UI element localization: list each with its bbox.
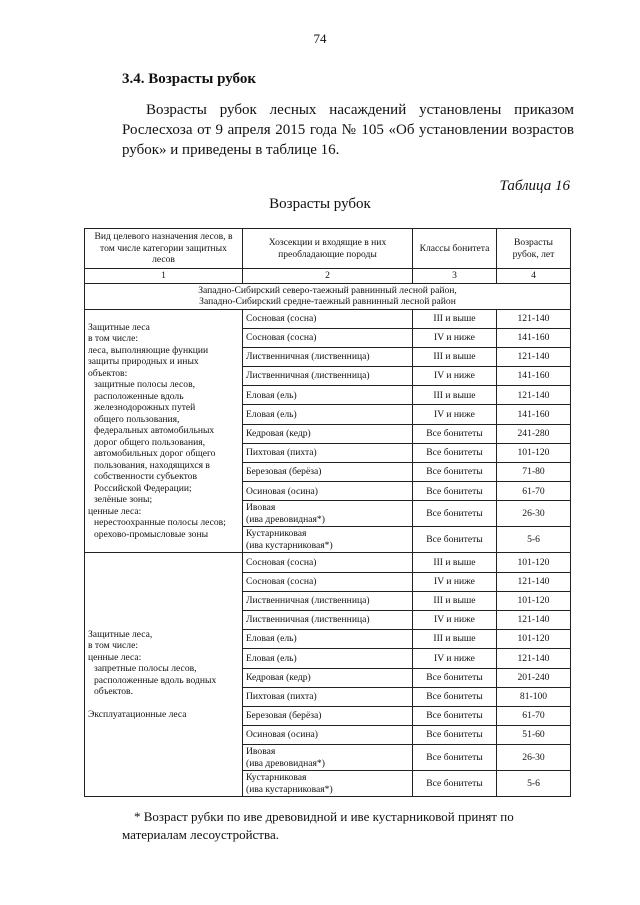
- desc-line: защитные полосы лесов,: [94, 379, 195, 391]
- desc-line: ценные леса:: [88, 505, 142, 517]
- species-cell: Лиственничная (лиственница): [243, 367, 413, 386]
- header-class: Классы бонитета: [413, 229, 497, 269]
- species-cell: [243, 501, 413, 527]
- age-cell: 121-140: [497, 347, 571, 366]
- desc-line: Защитные леса: [88, 321, 150, 333]
- species-line: (ива древовидная*): [246, 513, 325, 525]
- age-cell: 26-30: [497, 501, 571, 527]
- class-cell: III и выше: [413, 347, 497, 366]
- desc-line: пользования, находящихся в: [94, 459, 210, 471]
- desc-line: леса, выполняющие функции: [88, 344, 209, 356]
- desc-spacer: [88, 698, 239, 710]
- species-cell: Пихтовая (пихта): [243, 443, 413, 462]
- region-line: Западно-Сибирский северо-таежный равнинный лесной район,: [198, 284, 457, 296]
- species-cell: Сосновая (сосна): [243, 309, 413, 328]
- footnote: * Возраст рубки по иве древовидной и иве кустарниковой принят по материалам лесоустройства.: [122, 809, 514, 842]
- species-cell: [243, 527, 413, 553]
- species-cell: Кедровая (кедр): [243, 424, 413, 443]
- class-cell: IV и ниже: [413, 405, 497, 424]
- species-cell: Березовая (берёза): [243, 463, 413, 482]
- desc-line: дорог общего пользования,: [94, 436, 206, 448]
- species-cell: [243, 771, 413, 797]
- class-cell: Все бонитеты: [413, 706, 497, 725]
- region-row: [85, 283, 571, 309]
- section-heading: 3.4. Возрасты рубок: [122, 71, 257, 87]
- class-cell: Все бонитеты: [413, 463, 497, 482]
- desc-line: железнодорожных путей: [94, 402, 196, 414]
- species-cell: Осиновая (осина): [243, 726, 413, 745]
- table-label: Таблица 16: [499, 178, 570, 194]
- age-cell: 121-140: [497, 386, 571, 405]
- column-number: 3: [413, 269, 497, 284]
- desc-line: Российской Федерации;: [94, 482, 192, 494]
- table-row: [85, 553, 571, 572]
- region-line: Западно-Сибирский средне-таежный равнинный лесной район: [199, 296, 456, 307]
- desc-line: автомобильных дорог общего: [94, 448, 216, 460]
- class-cell: Все бонитеты: [413, 668, 497, 687]
- class-cell: Все бонитеты: [413, 527, 497, 553]
- age-cell: 141-160: [497, 405, 571, 424]
- species-line: Кустарниковая: [246, 528, 307, 540]
- desc-line: объектов:: [88, 367, 128, 379]
- class-cell: IV и ниже: [413, 610, 497, 629]
- column-number: 2: [243, 269, 413, 284]
- age-cell: 5-6: [497, 527, 571, 553]
- class-cell: III и выше: [413, 309, 497, 328]
- class-cell: Все бонитеты: [413, 482, 497, 501]
- column-number: 1: [85, 269, 243, 284]
- age-cell: 51-60: [497, 726, 571, 745]
- table-header-row: [85, 229, 571, 269]
- species-cell: Лиственничная (лиственница): [243, 347, 413, 366]
- class-cell: Все бонитеты: [413, 771, 497, 797]
- age-cell: 61-70: [497, 482, 571, 501]
- age-cell: 26-30: [497, 745, 571, 771]
- desc-line: запретные полосы лесов,: [94, 663, 197, 675]
- page-number: 74: [313, 31, 327, 46]
- species-line: Кустарниковая: [246, 772, 307, 784]
- desc-line: защиты природных и иных: [88, 356, 199, 368]
- desc-line: расположенные вдоль: [94, 390, 184, 402]
- column-number: 4: [497, 269, 571, 284]
- age-cell: 241-280: [497, 424, 571, 443]
- class-cell: IV и ниже: [413, 649, 497, 668]
- species-line: Ивовая: [246, 502, 276, 514]
- age-cell: 121-140: [497, 572, 571, 591]
- age-cell: 101-120: [497, 553, 571, 572]
- class-cell: Все бонитеты: [413, 745, 497, 771]
- age-cell: 121-140: [497, 649, 571, 668]
- desc-line: зелёные зоны;: [94, 494, 153, 506]
- desc-line: Эксплуатационные леса: [88, 709, 187, 721]
- species-cell: Еловая (ель): [243, 386, 413, 405]
- species-line: Ивовая: [246, 746, 276, 758]
- group1-description: [85, 309, 243, 553]
- species-cell: Березовая (берёза): [243, 706, 413, 725]
- intro-paragraph: Возрасты рубок лесных насаждений установлены приказом Рослесхоза от 9 апреля 2015 года № 105 «Об установлении возрастов рубок» и приведены в таблице 16.: [122, 102, 574, 158]
- species-line: (ива кустарниковая*): [246, 539, 333, 551]
- age-cell: 81-100: [497, 687, 571, 706]
- age-cell: 71-80: [497, 463, 571, 482]
- desc-line: собственности субъектов: [94, 471, 197, 483]
- species-line: (ива древовидная*): [246, 757, 325, 769]
- desc-line: федеральных автомобильных: [94, 425, 215, 437]
- class-cell: Все бонитеты: [413, 443, 497, 462]
- class-cell: III и выше: [413, 591, 497, 610]
- desc-line: Защитные леса,: [88, 628, 153, 640]
- age-cell: 5-6: [497, 771, 571, 797]
- species-cell: Пихтовая (пихта): [243, 687, 413, 706]
- class-cell: IV и ниже: [413, 328, 497, 347]
- header-species: Хозсекции и входящие в них преобладающие породы: [243, 229, 413, 269]
- table-title: Возрасты рубок: [269, 196, 371, 212]
- desc-line: расположенные вдоль водных: [94, 674, 217, 686]
- age-cell: 101-120: [497, 630, 571, 649]
- species-cell: Сосновая (сосна): [243, 553, 413, 572]
- age-cell: 141-160: [497, 367, 571, 386]
- desc-line: ценные леса:: [88, 651, 142, 663]
- age-cell: 61-70: [497, 706, 571, 725]
- species-cell: Лиственничная (лиственница): [243, 591, 413, 610]
- class-cell: III и выше: [413, 553, 497, 572]
- species-cell: Кедровая (кедр): [243, 668, 413, 687]
- column-number-row: [85, 269, 571, 284]
- age-cell: 101-120: [497, 443, 571, 462]
- desc-line: в том числе:: [88, 640, 139, 652]
- desc-line: общего пользования,: [94, 413, 180, 425]
- age-cell: 141-160: [497, 328, 571, 347]
- desc-line: нерестоохранные полосы лесов;: [94, 517, 226, 529]
- cutting-age-table: [84, 228, 571, 797]
- species-cell: Еловая (ель): [243, 649, 413, 668]
- species-line: (ива кустарниковая*): [246, 783, 333, 795]
- header-purpose: Вид целевого назначения лесов, в том числе категории защитных лесов: [85, 229, 243, 269]
- class-cell: Все бонитеты: [413, 687, 497, 706]
- age-cell: 121-140: [497, 309, 571, 328]
- forest-region: [85, 283, 571, 309]
- class-cell: III и выше: [413, 386, 497, 405]
- species-cell: Сосновая (сосна): [243, 328, 413, 347]
- class-cell: IV и ниже: [413, 367, 497, 386]
- class-cell: IV и ниже: [413, 572, 497, 591]
- age-cell: 121-140: [497, 610, 571, 629]
- age-cell: 201-240: [497, 668, 571, 687]
- species-cell: Еловая (ель): [243, 405, 413, 424]
- age-cell: 101-120: [497, 591, 571, 610]
- class-cell: Все бонитеты: [413, 424, 497, 443]
- class-cell: Все бонитеты: [413, 726, 497, 745]
- table-row: [85, 309, 571, 328]
- species-cell: Осиновая (осина): [243, 482, 413, 501]
- species-cell: Еловая (ель): [243, 630, 413, 649]
- desc-line: орехово-промысловые зоны: [94, 528, 209, 540]
- species-cell: Лиственничная (лиственница): [243, 610, 413, 629]
- species-cell: [243, 745, 413, 771]
- desc-line: объектов.: [94, 686, 133, 698]
- class-cell: Все бонитеты: [413, 501, 497, 527]
- class-cell: III и выше: [413, 630, 497, 649]
- species-cell: Сосновая (сосна): [243, 572, 413, 591]
- header-age: Возрасты рубок, лет: [497, 229, 571, 269]
- desc-line: в том числе:: [88, 333, 139, 345]
- group2-description: [85, 553, 243, 797]
